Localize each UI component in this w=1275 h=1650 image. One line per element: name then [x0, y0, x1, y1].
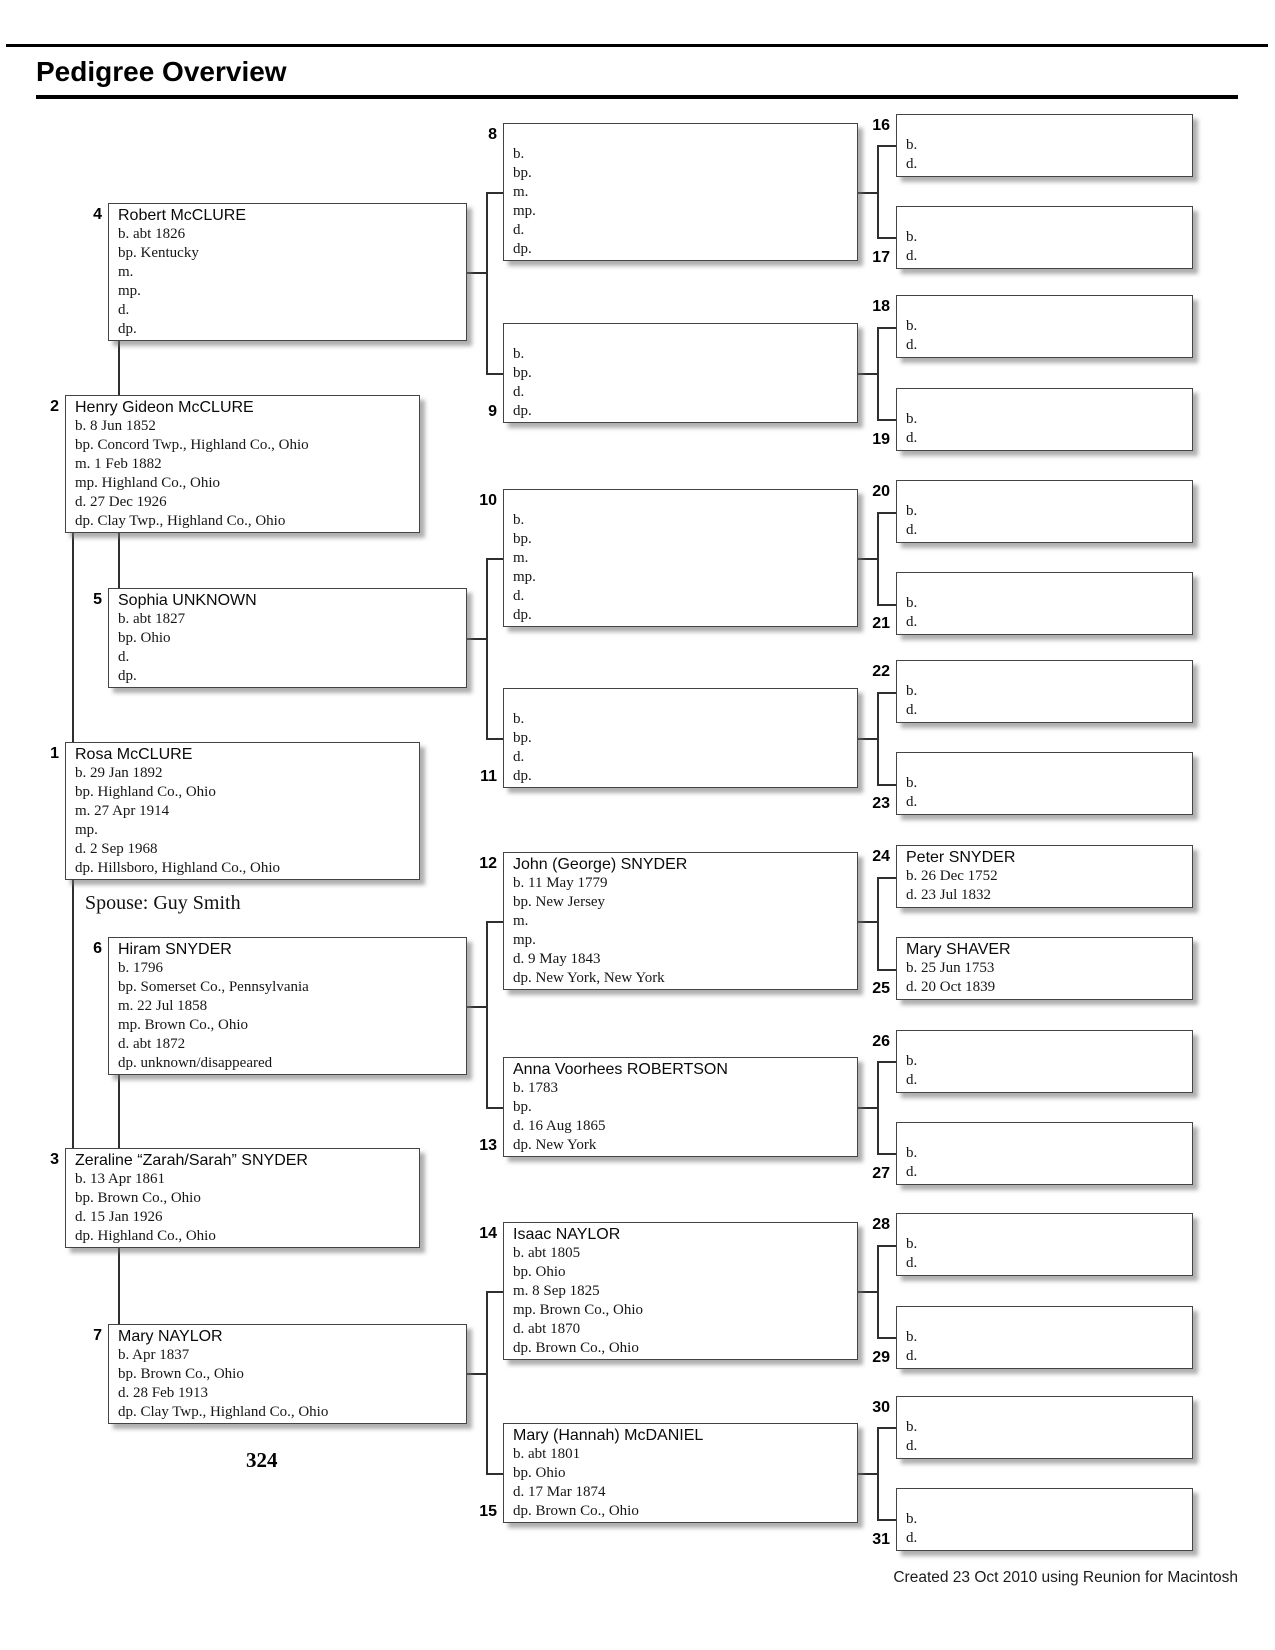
person-detail: d. [906, 1164, 918, 1180]
person-detail: b. [513, 146, 525, 162]
person-box-23 [896, 752, 1193, 815]
connector-line [486, 921, 488, 1107]
person-detail: b. [513, 711, 525, 727]
person-number: 23 [872, 795, 890, 812]
person-name [513, 691, 857, 710]
person-detail: d. [906, 522, 918, 538]
connector-line [858, 558, 877, 560]
person-name: Mary SHAVER [906, 941, 1011, 958]
person-name: Peter SNYDER [906, 849, 1016, 866]
person-detail: d. [513, 588, 525, 604]
person-name [906, 755, 1192, 774]
person-detail: m. [118, 264, 134, 280]
person-number: 11 [480, 768, 497, 785]
person-detail: b. [906, 1145, 918, 1161]
person-detail: d. [906, 1348, 918, 1364]
person-number: 27 [872, 1165, 890, 1182]
connector-line [858, 1291, 877, 1293]
person-number: 12 [479, 855, 497, 872]
person-box-13 [503, 1057, 858, 1157]
person-name [906, 1491, 1192, 1510]
person-detail: dp. Highland Co., Ohio [75, 1228, 216, 1244]
person-detail: dp. [118, 668, 137, 684]
person-detail: d. [118, 649, 130, 665]
person-box-21 [896, 572, 1193, 635]
person-detail: d. [906, 337, 918, 353]
person-detail: bp. Brown Co., Ohio [118, 1366, 244, 1382]
person-detail: mp. Highland Co., Ohio [75, 475, 220, 491]
connector-line [858, 921, 877, 923]
page-title: Pedigree Overview [36, 56, 287, 87]
connector-line [877, 692, 879, 784]
person-name: Robert McCLURE [118, 207, 247, 224]
person-detail: d. [906, 430, 918, 446]
person-name [906, 1399, 1192, 1418]
person-number: 29 [872, 1349, 890, 1366]
person-detail: mp. Brown Co., Ohio [513, 1302, 644, 1318]
person-detail: d. 16 Aug 1865 [513, 1118, 606, 1134]
person-detail: dp. Clay Twp., Highland Co., Ohio [118, 1404, 329, 1420]
person-detail: b. [906, 1511, 918, 1527]
person-detail: d. [906, 702, 918, 718]
person-detail: dp. Hillsboro, Highland Co., Ohio [75, 860, 280, 876]
person-detail: m. 22 Jul 1858 [118, 998, 208, 1014]
person-name: Mary NAYLOR [118, 1328, 223, 1345]
person-detail: mp. [513, 932, 536, 948]
title-rule [36, 95, 1238, 99]
person-number: 13 [479, 1137, 497, 1154]
person-name: Henry Gideon McCLURE [75, 399, 254, 416]
person-box-29 [896, 1306, 1193, 1369]
person-number: 10 [479, 492, 497, 509]
person-detail: d. 17 Mar 1874 [513, 1484, 606, 1500]
person-number: 5 [93, 591, 102, 608]
person-box-16 [896, 114, 1193, 177]
connector-line [877, 327, 896, 329]
person-detail: dp. Clay Twp., Highland Co., Ohio [75, 513, 286, 529]
person-box-25 [896, 937, 1193, 1000]
person-detail: d. 23 Jul 1832 [906, 887, 992, 903]
person-name [906, 575, 1192, 594]
person-name [906, 298, 1192, 317]
person-box-3 [65, 1148, 420, 1248]
person-detail: d. 28 Feb 1913 [118, 1385, 208, 1401]
connector-line [486, 738, 503, 740]
person-detail: m. 1 Feb 1882 [75, 456, 162, 472]
person-box-5 [108, 588, 467, 688]
connector-line [858, 1107, 877, 1109]
person-box-1 [65, 742, 420, 880]
connector-line [467, 1373, 486, 1375]
person-detail: b. Apr 1837 [118, 1347, 190, 1363]
person-detail: dp. unknown/disappeared [118, 1055, 273, 1071]
person-detail: d. 9 May 1843 [513, 951, 601, 967]
person-detail: bp. Concord Twp., Highland Co., Ohio [75, 437, 309, 453]
person-number: 21 [872, 615, 890, 632]
person-detail: d. [513, 749, 525, 765]
person-box-14 [503, 1222, 858, 1360]
person-name: Sophia UNKNOWN [118, 592, 257, 609]
person-name [513, 126, 857, 145]
person-box-17 [896, 206, 1193, 269]
person-detail: dp. [513, 768, 532, 784]
person-detail: b. 1796 [118, 960, 163, 976]
connector-line [877, 1427, 896, 1429]
person-box-26 [896, 1030, 1193, 1093]
person-number: 6 [93, 940, 102, 957]
connector-line [877, 1245, 896, 1247]
person-box-9 [503, 323, 858, 423]
person-detail: mp. Brown Co., Ohio [118, 1017, 249, 1033]
person-number: 22 [872, 663, 890, 680]
person-number: 26 [872, 1033, 890, 1050]
connector-line [877, 877, 879, 969]
person-detail: b. [513, 512, 525, 528]
person-detail: b. 25 Jun 1753 [906, 960, 995, 976]
person-detail: d. [513, 222, 525, 238]
person-box-22 [896, 660, 1193, 723]
person-number: 14 [479, 1225, 497, 1242]
connector-line [877, 969, 896, 971]
person-detail: m. [513, 184, 529, 200]
person-detail: b. abt 1827 [118, 611, 186, 627]
person-detail: d. 20 Oct 1839 [906, 979, 996, 995]
person-name [906, 1216, 1192, 1235]
connector-line [486, 373, 503, 375]
person-detail: d. [906, 794, 918, 810]
person-detail: bp. [513, 165, 532, 181]
person-number: 4 [93, 206, 102, 223]
person-detail: bp. [513, 365, 532, 381]
person-name [906, 483, 1192, 502]
person-number: 19 [872, 431, 890, 448]
person-name [513, 326, 857, 345]
connector-line [877, 877, 896, 879]
connector-line [486, 1291, 503, 1293]
person-detail: d. [513, 384, 525, 400]
connector-line [877, 1153, 896, 1155]
connector-line [877, 145, 879, 237]
person-detail: b. [906, 1053, 918, 1069]
person-number: 15 [479, 1503, 497, 1520]
person-detail: b. [906, 318, 918, 334]
person-detail: b. 26 Dec 1752 [906, 868, 998, 884]
person-detail: bp. Ohio [513, 1465, 566, 1481]
person-number: 24 [872, 848, 890, 865]
connector-line [858, 738, 877, 740]
connector-line [486, 1473, 503, 1475]
person-detail: bp. Somerset Co., Pennsylvania [118, 979, 309, 995]
person-name [906, 663, 1192, 682]
connector-line [486, 558, 503, 560]
person-detail: d. [906, 1255, 918, 1271]
person-detail: d. 15 Jan 1926 [75, 1209, 163, 1225]
person-detail: d. [118, 302, 130, 318]
person-detail: dp. New York [513, 1137, 597, 1153]
person-number: 28 [872, 1216, 890, 1233]
person-detail: d. [906, 1072, 918, 1088]
person-detail: bp. [513, 1099, 532, 1115]
person-box-4 [108, 203, 467, 341]
person-detail: d. [906, 248, 918, 264]
person-name [906, 1125, 1192, 1144]
person-detail: m. 8 Sep 1825 [513, 1283, 600, 1299]
person-name [906, 391, 1192, 410]
person-number: 17 [872, 249, 890, 266]
connector-line [467, 1006, 486, 1008]
connector-line [877, 1519, 896, 1521]
connector-line [877, 327, 879, 419]
person-name: Zeraline “Zarah/Sarah” SNYDER [75, 1152, 308, 1169]
person-detail: d. [906, 1530, 918, 1546]
person-detail: d. 27 Dec 1926 [75, 494, 167, 510]
connector-line [877, 512, 896, 514]
person-detail: b. 8 Jun 1852 [75, 418, 156, 434]
person-box-24 [896, 845, 1193, 908]
person-detail: bp. New Jersey [513, 894, 606, 910]
person-detail: b. [906, 775, 918, 791]
person-number: 2 [50, 398, 59, 415]
connector-line [877, 237, 896, 239]
connector-line [877, 1337, 896, 1339]
person-detail: d. [906, 1438, 918, 1454]
person-detail: mp. [513, 569, 536, 585]
person-detail: bp. Highland Co., Ohio [75, 784, 216, 800]
person-number: 16 [872, 117, 890, 134]
connector-line [877, 784, 896, 786]
person-name: John (George) SNYDER [513, 856, 688, 873]
person-box-7 [108, 1324, 467, 1424]
person-detail: bp. [513, 730, 532, 746]
connector-line [858, 1473, 877, 1475]
person-name: Hiram SNYDER [118, 941, 232, 958]
connector-line [877, 145, 896, 147]
person-detail: b. [906, 411, 918, 427]
person-name: Isaac NAYLOR [513, 1226, 621, 1243]
person-detail: b. 29 Jan 1892 [75, 765, 163, 781]
person-detail: dp. New York, New York [513, 970, 665, 986]
person-detail: m. 27 Apr 1914 [75, 803, 170, 819]
connector-line [858, 192, 877, 194]
person-box-19 [896, 388, 1193, 451]
connector-line [486, 192, 488, 373]
person-number: 8 [488, 126, 497, 143]
person-box-10 [503, 489, 858, 627]
person-detail: d. abt 1870 [513, 1321, 581, 1337]
connector-line [486, 1107, 503, 1109]
person-detail: d. abt 1872 [118, 1036, 186, 1052]
person-detail: b. [906, 595, 918, 611]
connector-line [877, 512, 879, 604]
person-detail: b. [906, 229, 918, 245]
person-detail: bp. [513, 531, 532, 547]
connector-line [877, 692, 896, 694]
top-rule [6, 44, 1268, 47]
person-name [513, 492, 857, 511]
person-detail: d. [906, 156, 918, 172]
person-detail: b. [906, 1329, 918, 1345]
person-number: 7 [93, 1327, 102, 1344]
person-box-20 [896, 480, 1193, 543]
person-number: 30 [872, 1399, 890, 1416]
connector-line [877, 1061, 896, 1063]
connector-line [467, 272, 486, 274]
connector-line [877, 604, 896, 606]
connector-line [877, 1061, 879, 1153]
person-detail: b. abt 1805 [513, 1245, 581, 1261]
person-box-18 [896, 295, 1193, 358]
person-box-31 [896, 1488, 1193, 1551]
person-detail: b. [906, 137, 918, 153]
connector-line [858, 373, 877, 375]
person-box-2 [65, 395, 420, 533]
person-detail: b. 13 Apr 1861 [75, 1171, 165, 1187]
person-detail: dp. Brown Co., Ohio [513, 1503, 639, 1519]
spouse-note: Spouse: Guy Smith [85, 892, 241, 914]
person-name [906, 209, 1192, 228]
person-detail: dp. [513, 241, 532, 257]
person-detail: bp. Brown Co., Ohio [75, 1190, 201, 1206]
person-box-28 [896, 1213, 1193, 1276]
person-detail: dp. Brown Co., Ohio [513, 1340, 639, 1356]
person-box-11 [503, 688, 858, 788]
person-box-27 [896, 1122, 1193, 1185]
connector-line [877, 1245, 879, 1337]
person-number: 20 [872, 483, 890, 500]
person-detail: b. [906, 1419, 918, 1435]
person-detail: d. [906, 614, 918, 630]
person-detail: dp. [118, 321, 137, 337]
person-name [906, 117, 1192, 136]
connector-line [877, 419, 896, 421]
person-name: Anna Voorhees ROBERTSON [513, 1061, 728, 1078]
person-detail: b. [906, 683, 918, 699]
person-detail: b. 1783 [513, 1080, 558, 1096]
person-name [906, 1033, 1192, 1052]
person-number: 3 [50, 1151, 59, 1168]
person-box-12 [503, 852, 858, 990]
connector-line [486, 921, 503, 923]
person-name: Rosa McCLURE [75, 746, 193, 763]
person-detail: dp. [513, 607, 532, 623]
connector-line [486, 1291, 488, 1473]
person-box-6 [108, 937, 467, 1075]
person-detail: b. abt 1826 [118, 226, 186, 242]
footer-credit: Created 23 Oct 2010 using Reunion for Macintosh [893, 1569, 1238, 1586]
person-detail: dp. [513, 403, 532, 419]
person-box-30 [896, 1396, 1193, 1459]
person-detail: b. abt 1801 [513, 1446, 581, 1462]
person-detail: bp. Kentucky [118, 245, 199, 261]
person-detail: mp. [513, 203, 536, 219]
person-detail: d. 2 Sep 1968 [75, 841, 158, 857]
person-number: 9 [488, 403, 497, 420]
person-detail: mp. [75, 822, 98, 838]
person-name [906, 1309, 1192, 1328]
person-detail: m. [513, 550, 529, 566]
person-number: 1 [50, 745, 59, 762]
person-number: 31 [872, 1531, 890, 1548]
person-detail: m. [513, 913, 529, 929]
person-detail: b. 11 May 1779 [513, 875, 608, 891]
person-detail: b. [906, 503, 918, 519]
person-detail: bp. Ohio [513, 1264, 566, 1280]
connector-line [467, 638, 486, 640]
connector-line [486, 558, 488, 738]
connector-line [486, 192, 503, 194]
person-box-8 [503, 123, 858, 261]
person-detail: mp. [118, 283, 141, 299]
connector-line [877, 1427, 879, 1519]
person-number: 25 [872, 980, 890, 997]
person-detail: b. [906, 1236, 918, 1252]
page-number: 324 [246, 1448, 278, 1472]
person-number: 18 [872, 298, 890, 315]
person-detail: bp. Ohio [118, 630, 171, 646]
person-box-15 [503, 1423, 858, 1523]
person-detail: b. [513, 346, 525, 362]
person-name: Mary (Hannah) McDANIEL [513, 1427, 704, 1444]
